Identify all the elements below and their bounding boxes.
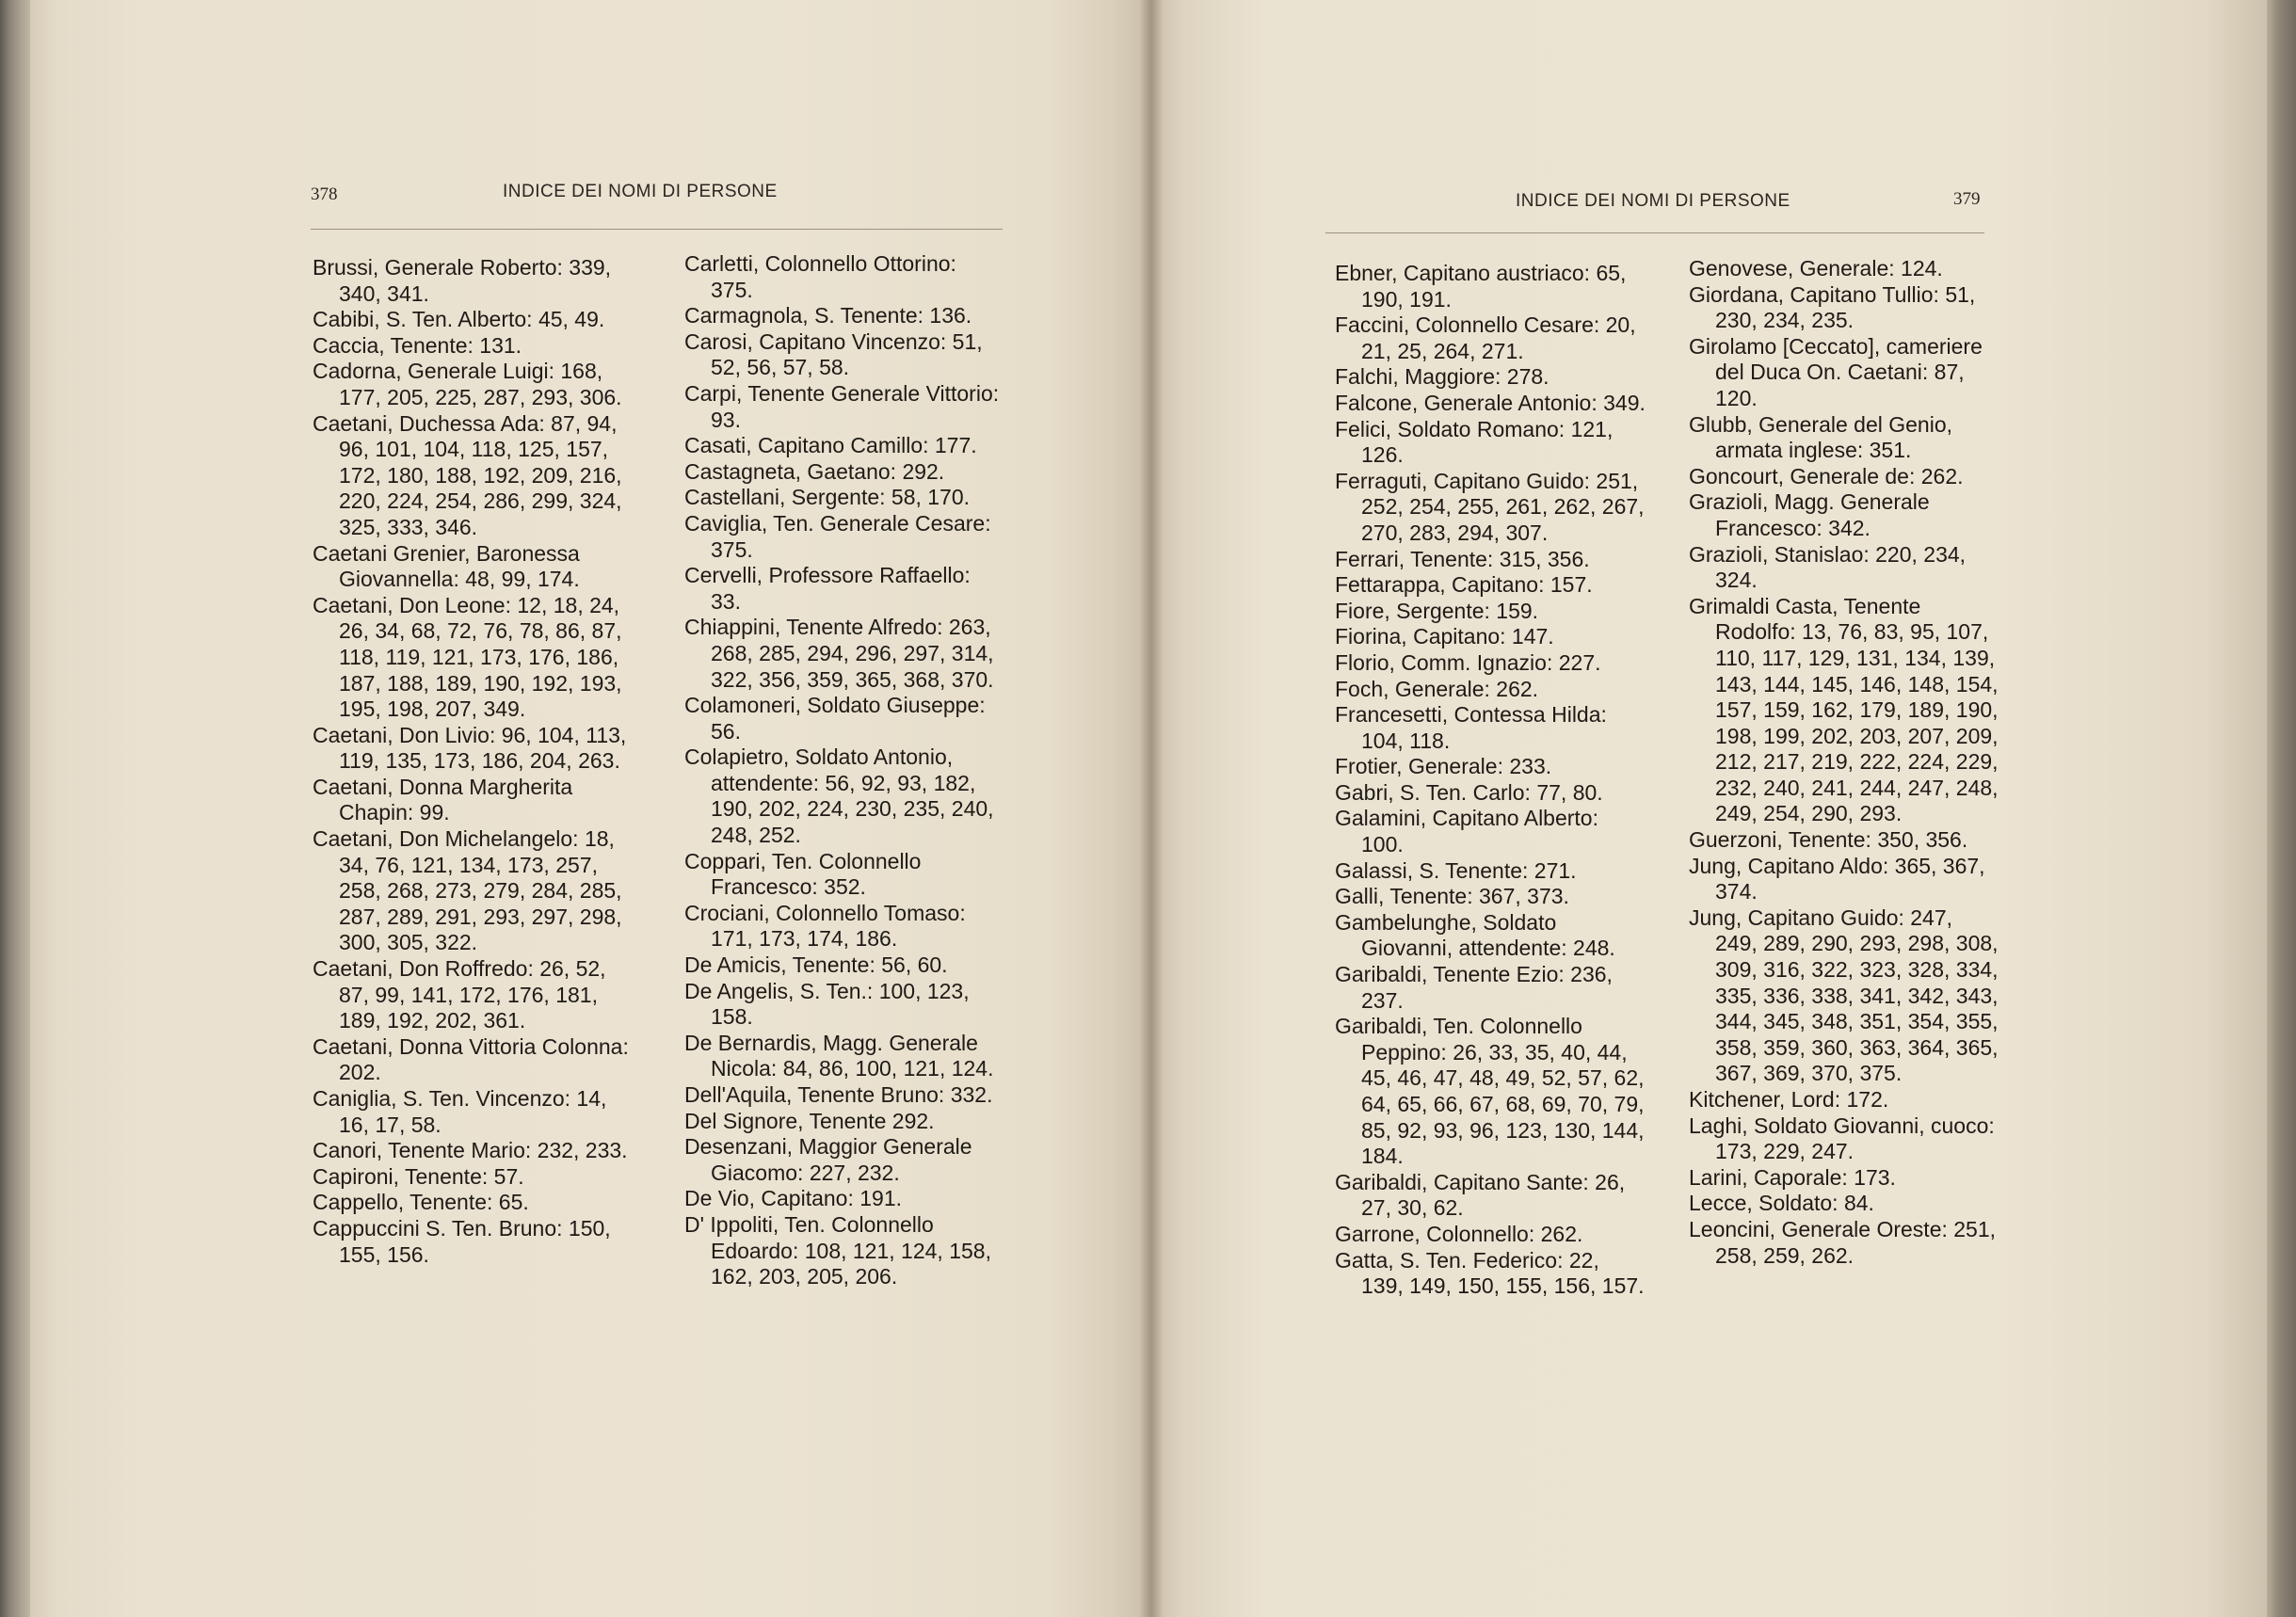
index-entry: Larini, Caporale: 173. [1689,1164,1896,1190]
index-entry: Garrone, Colonnello: 262. [1335,1221,1583,1246]
index-entry: Caetani, Donna Vittoria Colonna: 202. [313,1033,629,1085]
left-header-rule [311,229,1003,230]
index-entry: Coppari, Ten. Colonnello Francesco: 352. [684,848,922,900]
index-entry: Caniglia, S. Ten. Vincenzo: 14, 16, 17, 58. [313,1086,607,1137]
index-entry: Carpi, Tenente Generale Vittorio: 93. [684,380,1000,432]
index-entry: Castellani, Sergente: 58, 170. [684,485,971,510]
index-entry: Crociani, Colonnello Tomaso: 171, 173, 174, 186. [684,900,966,952]
index-entry: Foch, Generale: 262. [1335,676,1539,701]
index-entry: Brussi, Generale Roberto: 339, 340, 341. [313,255,612,306]
index-entry: Colamoneri, Soldato Giuseppe: 56. [684,693,986,744]
index-entry: D' Ippoliti, Ten. Colonnello Edoardo: 108, 121, 124, 158, 162, 203, 205, 206. [684,1211,991,1289]
left-index-column-1 [313,255,634,1268]
index-entry: Caetani Grenier, Baronessa Giovannella: 48, 99, 174. [313,540,580,592]
right-header-rule [1325,232,1984,233]
right-page-number: 379 [1953,189,1981,209]
page-edges-right [2267,0,2296,1617]
index-entry: Ebner, Capitano austriaco: 65, 190, 191. [1335,261,1627,312]
index-entry: De Amicis, Tenente: 56, 60. [684,953,948,978]
book-gutter [1139,0,1164,1617]
index-entry: Gatta, S. Ten. Federico: 22, 139, 149, 150, 155, 156, 157. [1335,1247,1645,1299]
index-entry: Fiore, Sergente: 159. [1335,598,1539,623]
index-entry: Genovese, Generale: 124. [1689,256,1943,280]
index-entry: Caetani, Don Livio: 96, 104, 113, 119, 135, 173, 186, 204, 263. [313,722,627,774]
right-index-column-2 [1689,256,1999,1269]
index-entry: Colapietro, Soldato Antonio, attendente: 56, 92, 93, 182, 190, 202, 224, 230, 235, 240, 248, 252. [684,744,994,848]
index-entry: Caetani, Don Roffredo: 26, 52, 87, 99, 141, 172, 176, 181, 189, 192, 202, 361. [313,956,606,1033]
right-index-column-1 [1335,261,1646,1300]
index-entry: Capironi, Tenente: 57. [313,1163,524,1189]
index-entry: Lecce, Soldato: 84. [1689,1191,1874,1216]
index-entry: De Vio, Capitano: 191. [684,1186,903,1211]
index-entry: De Bernardis, Magg. Generale Nicola: 84, 86, 100, 121, 124. [684,1030,994,1081]
index-entry: Castagneta, Gaetano: 292. [684,458,945,484]
index-entry: Grazioli, Stanislao: 220, 234, 324. [1689,541,1967,593]
index-entry: Fiorina, Capitano: 147. [1335,624,1554,649]
index-entry: Cappello, Tenente: 65. [313,1190,529,1215]
index-entry: Caviglia, Ten. Generale Cesare: 375. [684,510,991,562]
index-entry: Chiappini, Tenente Alfredo: 263, 268, 285, 294, 296, 297, 314, 322, 356, 359, 365, 368, 370. [684,615,994,692]
index-entry: Desenzani, Maggior Generale Giacomo: 227, 232. [684,1134,972,1185]
index-entry: Ferraguti, Capitano Guido: 251, 252, 254, 255, 261, 262, 267, 270, 283, 294, 307. [1335,468,1645,545]
index-entry: Ferrari, Tenente: 315, 356. [1335,546,1590,571]
index-entry: Fettarappa, Capitano: 157. [1335,572,1593,598]
index-entry: Dell'Aquila, Tenente Bruno: 332. [684,1082,993,1107]
index-entry: Carosi, Capitano Vincenzo: 51, 52, 56, 57, 58. [684,328,983,380]
index-entry: Jung, Capitano Aldo: 365, 367, 374. [1689,853,1985,905]
index-entry: Gabri, S. Ten. Carlo: 77, 80. [1335,779,1603,805]
index-entry: Felici, Soldato Romano: 121, 126. [1335,416,1614,468]
index-entry: Cappuccini S. Ten. Bruno: 150, 155, 156. [313,1215,611,1267]
index-entry: Girolamo [Ceccato], cameriere del Duca On. Caetani: 87, 120. [1689,333,1983,410]
index-entry: Caetani, Don Michelangelo: 18, 34, 76, 121, 134, 173, 257, 258, 268, 273, 279, 284, 285, 287, 289, 291, 293, 297, 298, 300, 305, 322. [313,826,622,955]
index-entry: Casati, Capitano Camillo: 177. [684,433,977,458]
index-entry: Falchi, Maggiore: 278. [1335,364,1549,390]
index-entry: Frotier, Generale: 233. [1335,754,1552,779]
left-page-number: 378 [311,184,338,204]
index-entry: Cadorna, Generale Luigi: 168, 177, 205, 225, 287, 293, 306. [313,359,622,409]
index-entry: Caetani, Donna Margherita Chapin: 99. [313,774,573,825]
index-entry: Carletti, Colonnello Ottorino: 375. [684,251,956,302]
index-entry: Galli, Tenente: 367, 373. [1335,884,1569,909]
index-entry: Falcone, Generale Antonio: 349. [1335,390,1646,415]
index-entry: Goncourt, Generale de: 262. [1689,463,1964,488]
index-entry: Grazioli, Magg. Generale Francesco: 342. [1689,489,1930,540]
index-entry: Garibaldi, Ten. Colonnello Peppino: 26, 33, 35, 40, 44, 45, 46, 47, 48, 49, 52, 57, 62, 64, 65, 66, 67, 68, 69, 70, 79, 85, 92, 93, 96, 123, 130, 144, 184. [1335,1014,1645,1169]
index-entry: Grimaldi Casta, Tenente Rodolfo: 13, 76, 83, 95, 107, 110, 117, 129, 131, 134, 139, 143, 144, 145, 146, 148, 154, 157, 159, 162, 179, 189, 190, 198, 199, 202, 203, 207, 209, 212, 217, 219, 222, 224, 229, 232, 240, 241, 244, 247, 248, 249, 254, 290, 293. [1689,593,1999,826]
book-binding-edge [0,0,32,1617]
index-entry: Guerzoni, Tenente: 350, 356. [1689,827,1968,853]
index-entry: Jung, Capitano Guido: 247, 249, 289, 290, 293, 298, 308, 309, 316, 322, 323, 328, 334, 335, 336, 338, 341, 342, 343, 344, 345, 348, 351, 354, 355, 358, 359, 360, 363, 364, 365, 367, 369, 370, 375. [1689,905,1999,1086]
index-entry: Garibaldi, Capitano Sante: 26, 27, 30, 62. [1335,1169,1626,1221]
index-entry: Garibaldi, Tenente Ezio: 236, 237. [1335,962,1613,1013]
index-entry: Galamini, Capitano Alberto: 100. [1335,806,1598,857]
index-entry: Giordana, Capitano Tullio: 51, 230, 234, 235. [1689,281,1976,333]
index-entry: Kitchener, Lord: 172. [1689,1087,1889,1112]
index-entry: Cabibi, S. Ten. Alberto: 45, 49. [313,307,605,332]
index-entry: Florio, Comm. Ignazio: 227. [1335,649,1601,675]
index-entry: Galassi, S. Tenente: 271. [1335,857,1577,883]
index-entry: Cervelli, Professore Raffaello: 33. [684,563,971,614]
index-entry: Carmagnola, S. Tenente: 136. [684,303,972,328]
index-entry: Faccini, Colonnello Cesare: 20, 21, 25, 264, 271. [1335,312,1636,363]
index-entry: Laghi, Soldato Giovanni, cuoco: 173, 229, 247. [1689,1113,1995,1164]
index-entry: Del Signore, Tenente 292. [684,1108,935,1133]
index-entry: Gambelunghe, Soldato Giovanni, attendente: 248. [1335,909,1615,961]
left-running-head: INDICE DEI NOMI DI PERSONE [503,182,778,201]
left-index-column-2 [684,251,1004,1290]
index-entry: Caccia, Tenente: 131. [313,332,522,358]
index-entry: Francesetti, Contessa Hilda: 104, 118. [1335,702,1607,753]
index-entry: Glubb, Generale del Genio, armata inglese: 351. [1689,411,1953,463]
index-entry: Caetani, Duchessa Ada: 87, 94, 96, 101, 104, 118, 125, 157, 172, 180, 188, 192, 209, 216, 220, 224, 254, 286, 299, 324, 325, 333, 346. [313,410,622,539]
index-entry: Leoncini, Generale Oreste: 251, 258, 259, 262. [1689,1216,1997,1268]
right-running-head: INDICE DEI NOMI DI PERSONE [1516,191,1790,211]
index-entry: Caetani, Don Leone: 12, 18, 24, 26, 34, 68, 72, 76, 78, 86, 87, 118, 119, 121, 173, 176, 186, 187, 188, 189, 190, 192, 193, 195, 198, 207, 349. [313,592,622,722]
index-entry: De Angelis, S. Ten.: 100, 123, 158. [684,978,970,1030]
index-entry: Canori, Tenente Mario: 232, 233. [313,1138,628,1163]
